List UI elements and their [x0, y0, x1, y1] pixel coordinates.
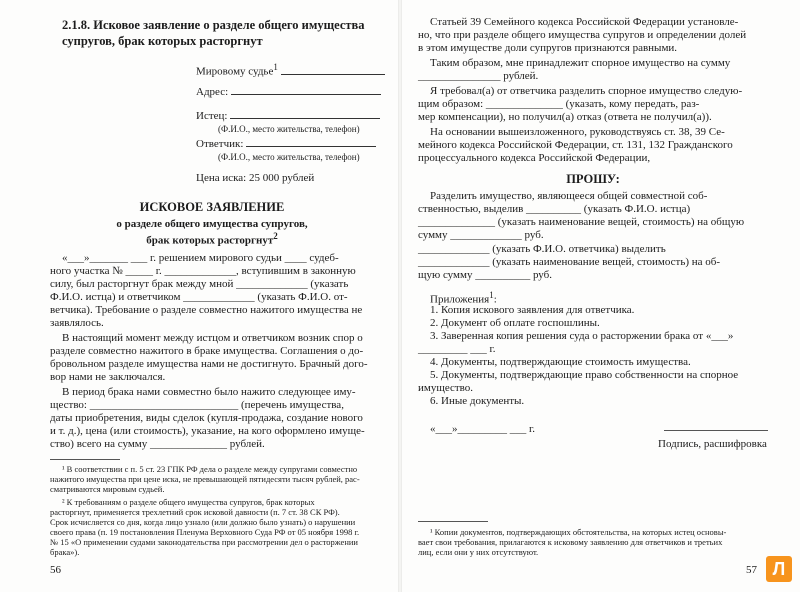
signature-caption: Подпись, расшифровка [658, 438, 767, 450]
body-line: в этом имуществе доли супругов признаются равными. [418, 42, 678, 54]
attachments-title-text: Приложения [430, 293, 490, 306]
footnote-line: брака»). [50, 547, 80, 557]
footnote-separator [50, 459, 120, 460]
body-line: щим образом: ______________ (указать, кому передать, раз- [418, 98, 700, 110]
body-line: В настоящий момент между истцом и ответчиком возник спор о [62, 332, 363, 344]
attachment-item: 6. Иные документы. [430, 395, 525, 407]
footnote-separator [418, 521, 488, 522]
page-number-right: 57 [746, 564, 757, 576]
judge-footnote-ref: 1 [273, 62, 278, 72]
body-line: Ф.И.О. истца) и ответчиком _____________ (указать Ф.И.О. от- [50, 291, 348, 303]
plaintiff-label: Истец: [196, 110, 228, 122]
judge-field [196, 62, 385, 79]
footnote-line: Срок исчисляется со дня, когда лицо узнало (или должно было узнать) о нарушении [50, 517, 356, 527]
footnote-line: своего права (п. 19 постановления Пленума Верховного Суда РФ от 05 ноября 1998 г. [50, 527, 360, 537]
body-line: Я требовал(а) от ответчика разделить спорное имущество следую- [430, 85, 743, 97]
attachment-item: _________ ___ г. [418, 343, 496, 355]
page-number-left: 56 [50, 564, 61, 576]
document-title: ИСКОВОЕ ЗАЯВЛЕНИЕ [139, 200, 285, 214]
footnote-line: расторгнут, применяется трехлетний срок исковой давности (п. 7 ст. 38 СК РФ). [50, 507, 340, 517]
document-subtitle-2-text: брак которых расторгнут [146, 234, 274, 247]
body-line: бровольном разделе имущества нами не достигнуто. Брачный дого- [50, 358, 368, 370]
request-line: щую сумму __________ руб. [418, 269, 553, 281]
footnote-line: нажитого имущества при цене иска, не превышающей пятидесяти тысяч рублей, рас- [50, 474, 360, 484]
judge-label: Мировому судье [196, 65, 274, 78]
attachment-item: 1. Копия искового заявления для ответчика. [430, 304, 635, 316]
attachment-item: 2. Документ об оплате госпошлины. [430, 317, 600, 329]
attachments-footnote-ref: 1 [489, 290, 494, 300]
footnote-line: № 15 «О применении судами законодательства при рассмотрении дел о расторжении [50, 537, 358, 547]
body-line: вор нами не заключался. [50, 371, 166, 383]
request-line: _____________ (указать наименование вещей, стоимость) на об- [418, 256, 721, 268]
footnote-line: вает свои требования, прилагаются к исковому заявлению для ответчиков и третьих [418, 537, 723, 547]
body-line: ного участка № _____ г. _____________, вступившим в законную [50, 265, 356, 277]
section-title-line-1: 2.1.8. Исковое заявление о разделе общего имущества [62, 18, 365, 32]
address-blank [231, 94, 381, 95]
body-line: мейного кодекса Российской Федерации, ст. 131, 132 Гражданского [418, 139, 733, 151]
defendant-hint: (Ф.И.О., место жительства, телефон) [218, 152, 360, 162]
footnote-line: сматриваются мировым судьей. [50, 484, 165, 494]
request-line: Разделить имущество, являющееся общей совместной соб- [430, 190, 708, 202]
attachment-item: имущество. [418, 382, 474, 394]
request-line: ______________ (указать наименование вещей, стоимость) на общую [418, 216, 745, 228]
subtitle-footnote-ref: 2 [273, 231, 278, 241]
address-label: Адрес: [196, 86, 229, 98]
defendant-field [196, 138, 376, 151]
document-subtitle-1: о разделе общего имущества супругов, [116, 218, 308, 230]
attachment-item: 4. Документы, подтверждающие стоимость имущества. [430, 356, 691, 368]
attachments-colon: : [493, 293, 497, 306]
signature-line [664, 430, 768, 431]
request-line: _____________ (указать Ф.И.О. ответчика) выделить [418, 243, 666, 255]
left-page [0, 0, 398, 592]
footnote-line: ¹ Копии документов, подтверждающих обстоятельства, на которых истец основы- [430, 527, 727, 537]
body-line: Таким образом, мне принадлежит спорное имущество на сумму [430, 57, 731, 69]
body-line: На основании вышеизложенного, руководствуясь ст. 38, 39 Се- [430, 126, 725, 138]
plaintiff-blank [230, 118, 380, 119]
body-line: _______________ рублей. [418, 70, 539, 82]
attachment-item: 3. Заверенная копия решения суда о расторжении брака от «___» [430, 330, 734, 342]
defendant-blank [246, 146, 376, 147]
defendant-label: Ответчик: [196, 138, 244, 150]
plaintiff-hint: (Ф.И.О., место жительства, телефон) [218, 124, 360, 134]
footnote-line: ¹ В соответствии с п. 5 ст. 23 ГПК РФ дела о разделе между супругами совместно [62, 464, 358, 474]
body-line: ство) всего на сумму ______________ рублей. [50, 438, 265, 450]
document-subtitle-2 [62, 231, 362, 248]
body-line: разделе совместно нажитого в браке имущества. Соглашения о до- [50, 345, 364, 357]
address-field [196, 86, 381, 99]
request-line: ственностью, выделив __________ (указать Ф.И.О. истца) [418, 203, 691, 215]
footnote-line: ² К требованиям о разделе общего имущества супругов, брак которых [62, 497, 315, 507]
plaintiff-field [196, 110, 380, 123]
right-page [402, 0, 800, 592]
judge-blank [281, 74, 385, 75]
prosu-heading: ПРОШУ: [566, 172, 620, 186]
attachment-item: 5. Документы, подтверждающие право собственности на спорное [430, 369, 739, 381]
body-line: В период брака нами совместно было нажито следующее иму- [62, 386, 356, 398]
claim-price: Цена иска: 25 000 рублей [196, 172, 315, 184]
body-line: даты приобретения, виды сделок (купля-продажа, создание нового [50, 412, 363, 424]
publisher-logo-icon: Л [766, 556, 792, 582]
body-line: «___»_______ ___ г. решением мирового судьи ____ судеб- [62, 252, 339, 264]
footnote-line: лиц, если они у них отсутствуют. [418, 547, 539, 557]
date-line: «___»_________ ___ г. [430, 423, 536, 435]
body-line: но, что при разделе общего имущества супругов и определении долей [418, 29, 747, 41]
body-line: ветчика). Требование о разделе совместно нажитого имущества не [50, 304, 363, 316]
body-line: мер компенсации), но получил(а) отказ (ответа не получил(а)). [418, 111, 712, 123]
body-line: заявлялось. [50, 317, 104, 329]
request-line: сумму _____________ руб. [418, 229, 544, 241]
section-title-line-2: супругов, брак которых расторгнут [62, 34, 263, 48]
body-line: силу, был расторгнут брак между мной _____________ (указать [50, 278, 349, 290]
body-line: процессуального кодекса Российской Федерации, [418, 152, 651, 164]
body-line: и т. д.), цена (или стоимость), указание, на кого оформлено имуще- [50, 425, 365, 437]
body-line: щество: ___________________________ (перечень имущества, [50, 399, 344, 411]
body-line: Статьей 39 Семейного кодекса Российской Федерации установле- [430, 16, 739, 28]
